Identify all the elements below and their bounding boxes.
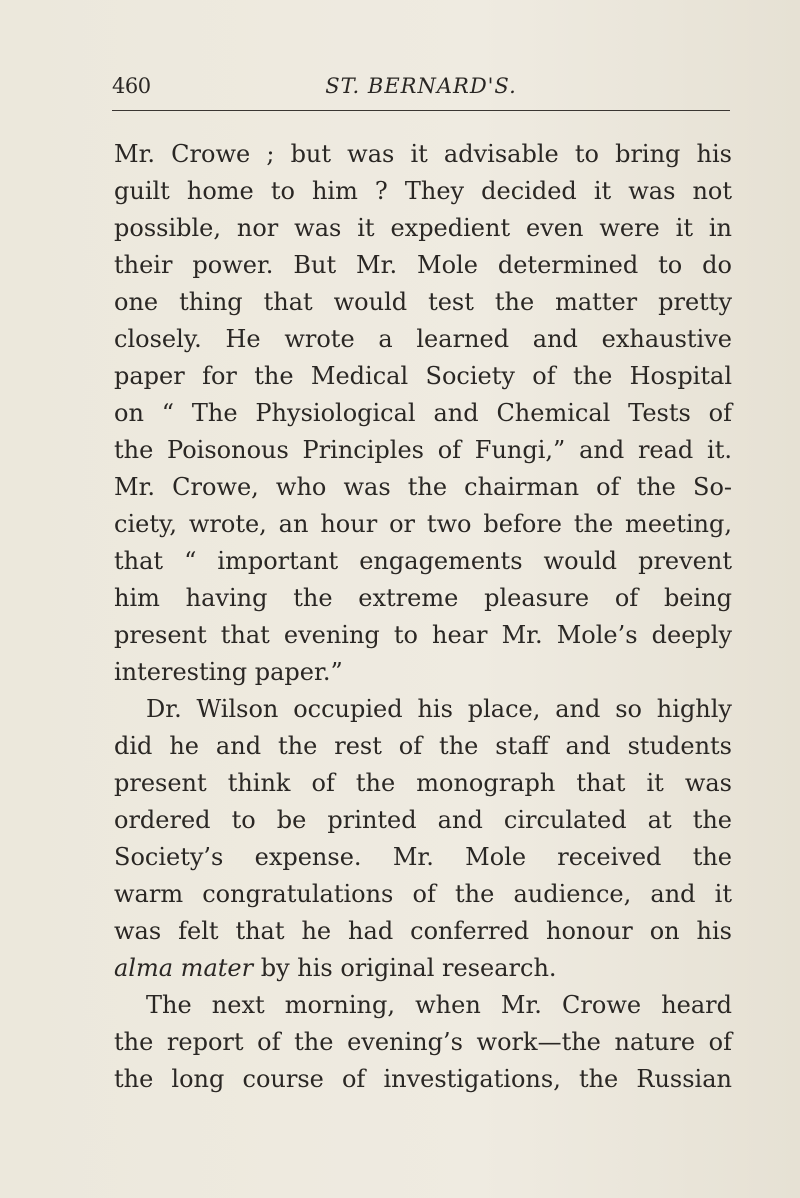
text-line: present that evening to hear Mr. Mole’s deeply — [114, 621, 732, 649]
text-line: ciety, wrote, an hour or two before the meeting, — [114, 510, 732, 538]
text-line: the report of the evening’s work—the nature of — [114, 1028, 732, 1056]
text-line: him having the extreme pleasure of being — [114, 584, 732, 612]
text-line: their power. But Mr. Mole determined to do — [114, 251, 732, 279]
running-head: ST. BERNARD'S. — [325, 74, 517, 98]
text-line: on “ The Physiological and Chemical Tests of — [114, 399, 732, 427]
text-line: Mr. Crowe, who was the chairman of the So- — [114, 473, 732, 501]
text-line: warm congratulations of the audience, and it — [114, 880, 732, 908]
body-text — [114, 136, 732, 1098]
text-line: Society’s expense. Mr. Mole received the — [114, 843, 732, 871]
text-line: guilt home to him ? They decided it was not — [114, 177, 732, 205]
page-number: 460 — [112, 74, 151, 98]
text-line-paragraph-end — [114, 950, 732, 987]
italic-phrase: alma mater — [114, 954, 254, 982]
text-fragment: by his original research. — [253, 954, 557, 982]
text-line: present think of the monograph that it was — [114, 769, 732, 797]
page-header — [112, 74, 730, 111]
text-line-paragraph-start: The next morning, when Mr. Crowe heard — [146, 991, 732, 1019]
text-line: that “ important engagements would prevent — [114, 547, 732, 575]
text-line: did he and the rest of the staff and students — [114, 732, 732, 760]
text-line-paragraph-end: interesting paper.” — [114, 658, 343, 686]
text-line: was felt that he had conferred honour on his — [114, 917, 732, 945]
text-line: the Poisonous Principles of Fungi,” and read it. — [114, 436, 732, 464]
text-line: possible, nor was it expedient even were it in — [114, 214, 732, 242]
text-line: ordered to be printed and circulated at the — [114, 806, 732, 834]
text-line: the long course of investigations, the Russian — [114, 1065, 732, 1093]
text-line: Mr. Crowe ; but was it advisable to bring his — [114, 140, 732, 168]
text-line: closely. He wrote a learned and exhaustive — [114, 325, 732, 353]
text-line: one thing that would test the matter pretty — [114, 288, 732, 316]
text-line-paragraph-start: Dr. Wilson occupied his place, and so highly — [146, 695, 732, 723]
text-line: paper for the Medical Society of the Hospital — [114, 362, 732, 390]
